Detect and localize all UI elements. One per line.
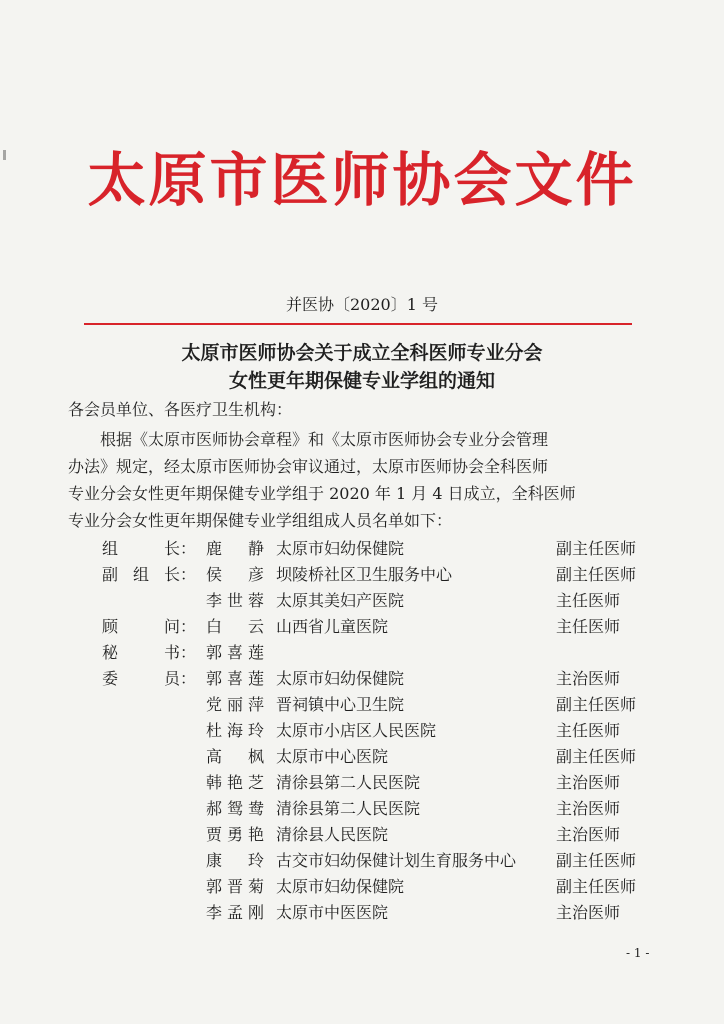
member-row xyxy=(0,536,724,562)
member-name: 郭喜莲 xyxy=(206,643,264,662)
member-title: 主任医师 xyxy=(556,617,621,636)
member-name: 侯彦 xyxy=(206,565,264,584)
salutation: 各会员单位、各医疗卫生机构： xyxy=(68,400,293,419)
member-row xyxy=(0,874,724,900)
member-organization: 太原市中心医院 xyxy=(276,747,389,766)
member-row xyxy=(0,588,724,614)
member-organization: 太原市中医医院 xyxy=(276,903,389,922)
member-title: 主治医师 xyxy=(556,825,621,844)
member-name: 郝鸳鸯 xyxy=(206,799,264,818)
member-organization: 清徐县第二人民医院 xyxy=(276,799,421,818)
member-name: 李世蓉 xyxy=(206,591,264,610)
member-name: 鹿静 xyxy=(206,539,264,558)
member-row xyxy=(0,562,724,588)
member-organization: 山西省儿童医院 xyxy=(276,617,389,636)
member-organization: 清徐县第二人民医院 xyxy=(276,773,421,792)
member-role-colon: ： xyxy=(180,539,197,558)
member-organization: 清徐县人民医院 xyxy=(276,825,389,844)
member-role-colon: ： xyxy=(180,617,197,636)
body-line-1: 根据《太原市医师协会章程》和《太原市医师协会专业分会管理 xyxy=(100,430,549,449)
member-role: 组长 xyxy=(102,539,180,558)
notice-title-line-2: 女性更年期保健专业学组的通知 xyxy=(228,370,495,392)
member-name: 李孟刚 xyxy=(206,903,264,922)
member-organization: 太原市小店区人民医院 xyxy=(276,721,437,740)
red-divider-line xyxy=(84,323,632,325)
member-role-colon: ： xyxy=(180,669,197,688)
member-name: 韩艳芝 xyxy=(206,773,264,792)
member-row xyxy=(0,614,724,640)
member-name: 康玲 xyxy=(206,851,264,870)
member-role: 顾问 xyxy=(102,617,180,636)
member-name: 高枫 xyxy=(206,747,264,766)
member-row xyxy=(0,822,724,848)
member-title: 副主任医师 xyxy=(556,539,637,558)
body-line-3: 专业分会女性更年期保健专业学组于 2020 年 1 月 4 日成立，全科医师 xyxy=(68,484,576,503)
member-organization: 晋祠镇中心卫生院 xyxy=(276,695,405,714)
member-title: 副主任医师 xyxy=(556,851,637,870)
member-role-colon: ： xyxy=(180,565,197,584)
member-role: 副组长 xyxy=(102,565,180,584)
member-title: 副主任医师 xyxy=(556,877,637,896)
member-title: 主治医师 xyxy=(556,903,621,922)
member-row xyxy=(0,718,724,744)
member-row xyxy=(0,796,724,822)
member-name: 郭晋菊 xyxy=(206,877,264,896)
member-organization: 古交市妇幼保健计划生育服务中心 xyxy=(276,851,517,870)
member-title: 主任医师 xyxy=(556,591,621,610)
member-title: 主治医师 xyxy=(556,773,621,792)
notice-title-line-1: 太原市医师协会关于成立全科医师专业分会 xyxy=(181,342,543,364)
member-title: 副主任医师 xyxy=(556,747,637,766)
member-row xyxy=(0,640,724,666)
member-title: 主任医师 xyxy=(556,721,621,740)
member-row xyxy=(0,666,724,692)
member-title: 副主任医师 xyxy=(556,695,637,714)
member-organization: 坝陵桥社区卫生服务中心 xyxy=(276,565,453,584)
member-row xyxy=(0,900,724,926)
member-title: 主治医师 xyxy=(556,669,621,688)
member-name: 党丽萍 xyxy=(206,695,264,714)
member-role: 委员 xyxy=(102,669,180,688)
body-line-4: 专业分会女性更年期保健专业学组组成人员名单如下： xyxy=(68,511,453,530)
document-number: 并医协〔2020〕1 号 xyxy=(286,295,438,314)
member-role-colon: ： xyxy=(180,643,197,662)
member-name: 杜海玲 xyxy=(206,721,264,740)
member-role: 秘书 xyxy=(102,643,180,662)
member-row xyxy=(0,770,724,796)
member-organization: 太原其美妇产医院 xyxy=(276,591,405,610)
member-row xyxy=(0,692,724,718)
member-title: 主治医师 xyxy=(556,799,621,818)
body-line-2: 办法》规定，经太原市医师协会审议通过，太原市医师协会全科医师 xyxy=(68,457,549,476)
member-organization: 太原市妇幼保健院 xyxy=(276,539,405,558)
member-row xyxy=(0,848,724,874)
page-number: - 1 - xyxy=(626,946,650,960)
member-title: 副主任医师 xyxy=(556,565,637,584)
member-name: 贾勇艳 xyxy=(206,825,264,844)
document-header-title: 太原市医师协会文件 xyxy=(87,146,637,214)
member-name: 白云 xyxy=(206,617,264,636)
member-organization: 太原市妇幼保健院 xyxy=(276,877,405,896)
member-organization: 太原市妇幼保健院 xyxy=(276,669,405,688)
member-name: 郭喜莲 xyxy=(206,669,264,688)
member-row xyxy=(0,744,724,770)
